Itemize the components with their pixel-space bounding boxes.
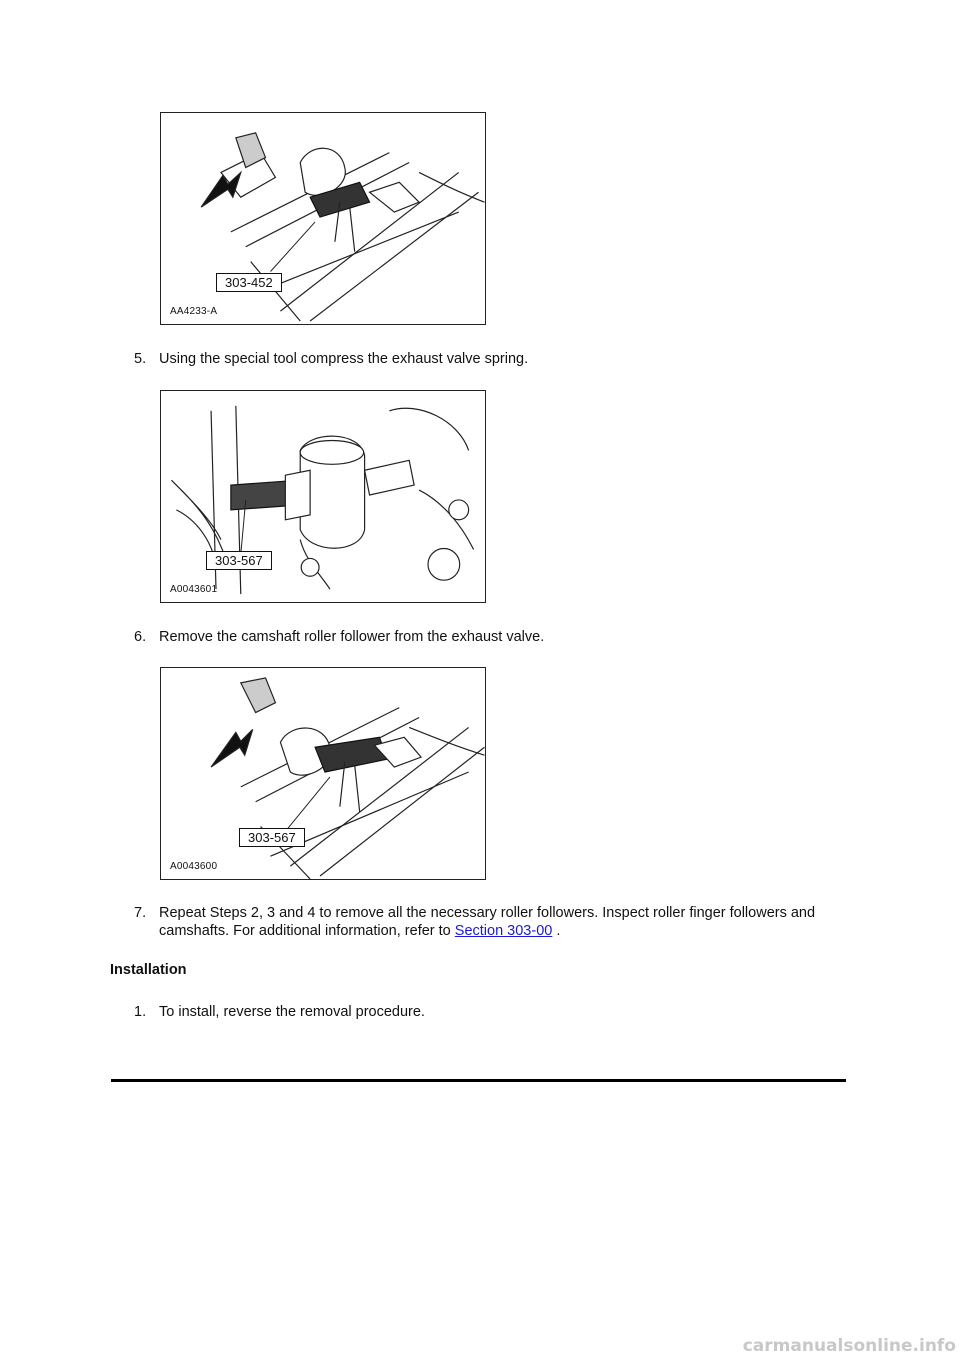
figure-3-illustration — [161, 668, 485, 879]
tool-label: 303-567 — [206, 551, 272, 570]
section-heading: Installation — [110, 962, 187, 978]
figure-id: AA4233-A — [170, 306, 218, 317]
step-number: 1. — [134, 1004, 147, 1020]
figure-2-illustration — [161, 391, 485, 602]
section-link[interactable]: Section 303-00 — [454, 923, 553, 939]
figure-1 — [160, 112, 486, 325]
figure-3 — [160, 667, 486, 880]
step-text: To install, reverse the removal procedure. — [159, 1004, 425, 1020]
tool-label: 303-567 — [239, 828, 305, 847]
step-number: 5. — [134, 351, 147, 367]
figure-id: A0043601 — [170, 584, 218, 595]
watermark: carmanualsonline.info — [742, 1336, 956, 1356]
figure-1-illustration — [161, 113, 485, 324]
figure-id: A0043600 — [170, 861, 218, 872]
step-text-before: Repeat Steps 2, 3 and 4 to remove all the necessary roller followers. Inspect roller finger followers and camshafts. For additional information, refer to — [159, 905, 816, 939]
step-text: Remove the camshaft roller follower from the exhaust valve. — [159, 629, 545, 645]
horizontal-rule — [111, 1079, 846, 1082]
figure-2 — [160, 390, 486, 603]
step-text: Using the special tool compress the exhaust valve spring. — [159, 351, 529, 367]
step-number: 7. — [134, 905, 147, 921]
tool-label: 303-452 — [216, 273, 282, 292]
step-text — [159, 904, 819, 940]
step-number: 6. — [134, 629, 147, 645]
step-text-after: . — [556, 923, 561, 939]
